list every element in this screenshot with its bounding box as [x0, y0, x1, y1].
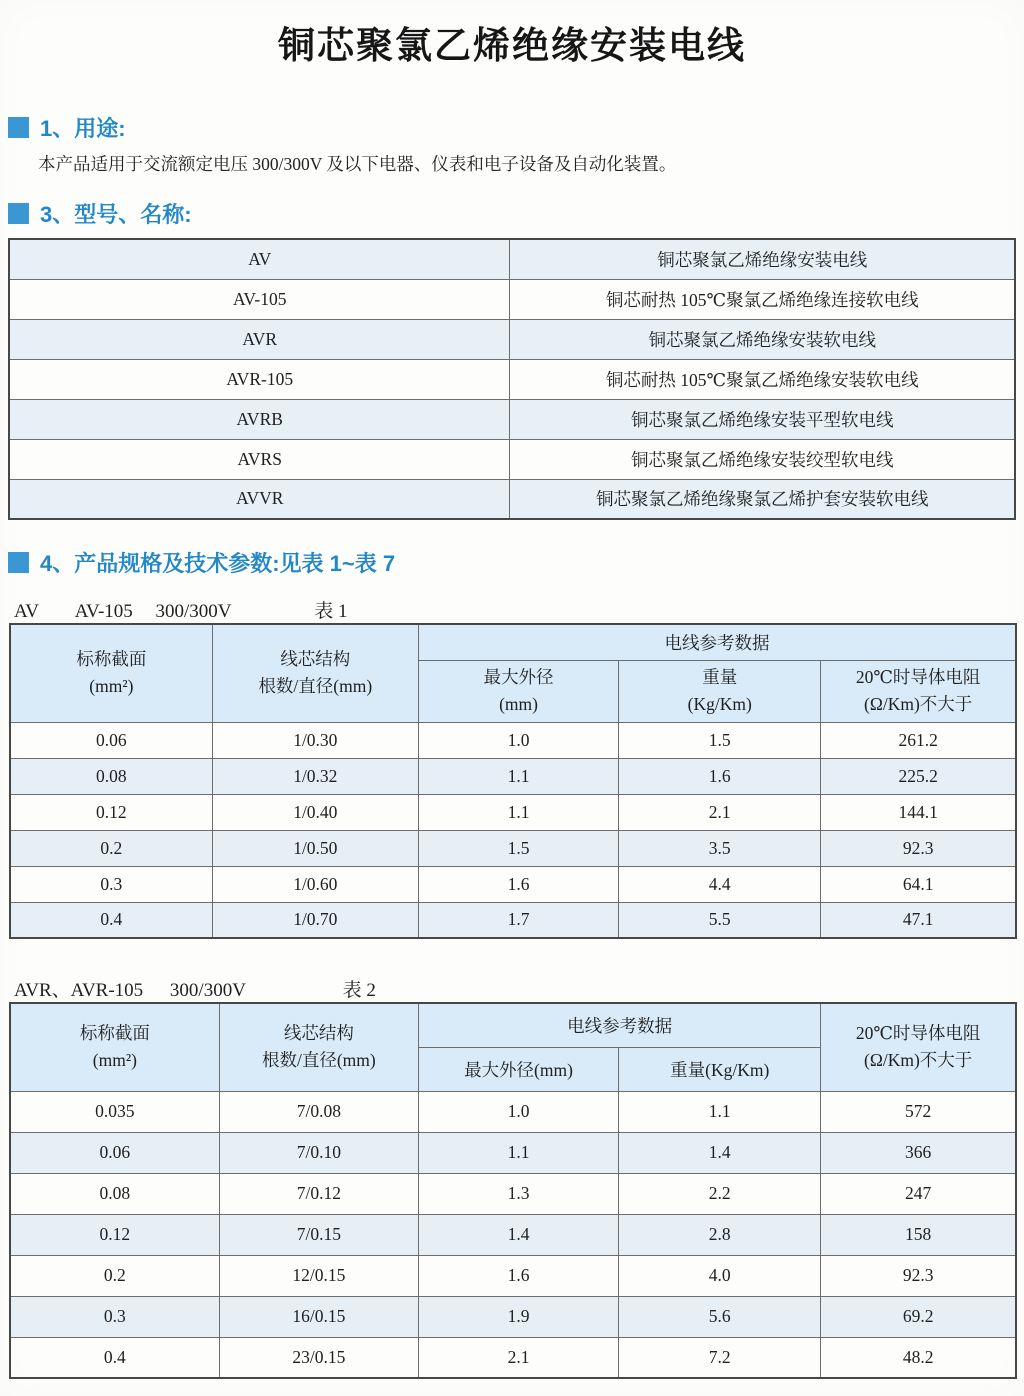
section-title-models: 3、型号、名称:	[40, 201, 192, 227]
table-cell: 0.3	[10, 1296, 219, 1337]
model-name-table	[8, 238, 1016, 520]
t1-header-weight	[619, 660, 821, 722]
t2-header-section-unit: (mm²)	[92, 1050, 137, 1071]
table-row	[9, 479, 1015, 519]
table-cell: 1.6	[418, 1255, 618, 1296]
table-cell: 144.1	[821, 794, 1016, 830]
table-cell: 4.4	[619, 866, 821, 902]
t1-header-structure	[212, 624, 418, 722]
table-row	[10, 866, 1016, 902]
section-bullet-icon	[8, 552, 29, 573]
table-cell: 64.1	[821, 866, 1016, 902]
table-cell: 2.8	[619, 1214, 821, 1255]
t1-header-weight-unit: (Kg/Km)	[687, 694, 752, 714]
table-cell: 1.0	[418, 722, 618, 758]
table-cell: 225.2	[821, 758, 1016, 794]
table-cell: 1.1	[418, 758, 618, 794]
table-cell: 261.2	[821, 722, 1016, 758]
table-row	[10, 1173, 1016, 1214]
section-heading-models	[8, 198, 1024, 228]
table-row	[9, 279, 1015, 319]
table-cell: 0.3	[10, 866, 212, 902]
table-row	[9, 319, 1015, 359]
table2-caption-voltage: 300/300V	[169, 980, 246, 1001]
table-cell: 1.5	[619, 722, 821, 758]
table-row	[10, 902, 1016, 938]
section-bullet-icon	[8, 203, 29, 224]
table-cell: 158	[821, 1214, 1016, 1255]
table-cell: 1/0.70	[212, 902, 418, 938]
table-cell: 铜芯耐热 105℃聚氯乙烯绝缘连接软电线	[510, 279, 1015, 319]
table-cell: 2.1	[418, 1337, 618, 1378]
table-cell: 7/0.15	[219, 1214, 418, 1255]
table2-caption	[14, 975, 1024, 999]
t2-header-section	[10, 1003, 219, 1091]
table1-caption	[14, 596, 1024, 620]
table-cell: 16/0.15	[219, 1296, 418, 1337]
table-cell: 0.4	[10, 902, 212, 938]
table-cell: 0.035	[10, 1091, 219, 1132]
table-cell: 1.3	[418, 1173, 618, 1214]
table-cell: 1/0.30	[212, 722, 418, 758]
table-cell: 1.1	[418, 1132, 618, 1173]
spec-table-1	[9, 623, 1017, 939]
table-cell: 铜芯聚氯乙烯绝缘安装平型软电线	[510, 399, 1015, 439]
table2-caption-model: AVR、AVR-105	[14, 980, 144, 1001]
table-row	[10, 722, 1016, 758]
table-cell: 铜芯聚氯乙烯绝缘安装绞型软电线	[510, 439, 1015, 479]
table-cell: 47.1	[821, 902, 1016, 938]
t1-header-weight-label: 重量	[702, 667, 738, 687]
t2-header-group: 电线参考数据	[418, 1003, 820, 1047]
table-cell: AVR	[9, 319, 510, 359]
table-row	[9, 239, 1015, 279]
table-row	[9, 399, 1015, 439]
table-row	[10, 1337, 1016, 1378]
table-cell: AVRS	[9, 439, 510, 479]
table-cell: 12/0.15	[219, 1255, 418, 1296]
section-bullet-icon	[8, 117, 29, 138]
table-cell: 0.12	[10, 794, 212, 830]
t1-header-resistance-sub: (Ω/Km)不大于	[864, 694, 973, 714]
table-cell: 1.1	[619, 1091, 821, 1132]
table-row	[10, 1091, 1016, 1132]
table-row	[10, 1296, 1016, 1337]
table-cell: 1/0.32	[212, 758, 418, 794]
table-cell: 1.0	[418, 1091, 618, 1132]
section-title-specs: 4、产品规格及技术参数:见表 1~表 7	[40, 550, 396, 576]
table-cell: 1.6	[619, 758, 821, 794]
t1-header-od	[418, 660, 618, 722]
table-cell: 1/0.40	[212, 794, 418, 830]
t1-header-resistance	[821, 660, 1016, 722]
table-cell: 92.3	[821, 1255, 1016, 1296]
table-cell: 2.1	[619, 794, 821, 830]
table-cell: 铜芯耐热 105℃聚氯乙烯绝缘安装软电线	[510, 359, 1015, 399]
table-cell: 366	[821, 1132, 1016, 1173]
page-title: 铜芯聚氯乙烯绝缘安装电线	[278, 25, 746, 66]
table-cell: 572	[821, 1091, 1016, 1132]
table2-caption-tag: 表 2	[342, 980, 376, 1001]
table-cell: 5.5	[619, 902, 821, 938]
table-cell: 23/0.15	[219, 1337, 418, 1378]
table-cell: 1/0.50	[212, 830, 418, 866]
table-row	[10, 830, 1016, 866]
table-cell: 4.0	[619, 1255, 821, 1296]
table-cell: 铜芯聚氯乙烯绝缘安装软电线	[510, 319, 1015, 359]
table-cell: 铜芯聚氯乙烯绝缘安装电线	[510, 239, 1015, 279]
table-cell: 48.2	[821, 1337, 1016, 1378]
table-cell: 3.5	[619, 830, 821, 866]
t1-header-structure-label: 线芯结构	[280, 649, 351, 670]
table-row	[10, 1132, 1016, 1173]
table-cell: AVR-105	[9, 359, 510, 399]
table1-caption-tag: 表 1	[314, 601, 348, 622]
t1-header-section	[10, 624, 212, 722]
table1-caption-voltage: 300/300V	[155, 601, 232, 622]
t2-header-od: 最大外径(mm)	[418, 1047, 618, 1091]
table-cell: 247	[821, 1173, 1016, 1214]
table-cell: 铜芯聚氯乙烯绝缘聚氯乙烯护套安装软电线	[510, 479, 1015, 519]
table-cell: 7/0.10	[219, 1132, 418, 1173]
table-cell: 7/0.08	[219, 1091, 418, 1132]
t2-header-structure-sub: 根数/直径(mm)	[261, 1050, 376, 1071]
table-cell: 0.08	[10, 1173, 219, 1214]
table-cell: 1.5	[418, 830, 618, 866]
table-row	[9, 359, 1015, 399]
table-cell: 5.6	[619, 1296, 821, 1337]
t2-header-weight: 重量(Kg/Km)	[619, 1047, 821, 1091]
table-cell: AVVR	[9, 479, 510, 519]
table-cell: 7/0.12	[219, 1173, 418, 1214]
table-cell: 69.2	[821, 1296, 1016, 1337]
table-cell: AV-105	[9, 279, 510, 319]
table-row	[10, 1214, 1016, 1255]
table-cell: 1.6	[418, 866, 618, 902]
table-row	[10, 794, 1016, 830]
table-cell: 1.1	[418, 794, 618, 830]
table-cell: 0.06	[10, 1132, 219, 1173]
table-cell: 0.2	[10, 1255, 219, 1296]
t1-header-structure-sub: 根数/直径(mm)	[258, 676, 373, 697]
table-cell: 0.4	[10, 1337, 219, 1378]
table-cell: 0.2	[10, 830, 212, 866]
table-cell: AVRB	[9, 399, 510, 439]
t2-header-section-label: 标称截面	[79, 1023, 150, 1044]
table-cell: 0.12	[10, 1214, 219, 1255]
table-row	[10, 1255, 1016, 1296]
table-cell: 1.7	[418, 902, 618, 938]
section-heading-usage	[8, 112, 1024, 142]
section-title-usage: 1、用途:	[40, 115, 126, 141]
t1-header-od-label: 最大外径	[483, 667, 554, 687]
table-cell: 1.4	[619, 1132, 821, 1173]
table-cell: 1.9	[418, 1296, 618, 1337]
t2-header-structure-label: 线芯结构	[283, 1023, 354, 1044]
t2-header-resistance	[821, 1003, 1016, 1091]
t2-header-resistance-label: 20℃时导体电阻	[855, 1023, 981, 1044]
t1-header-resistance-label: 20℃时导体电阻	[855, 667, 981, 687]
table-row	[9, 439, 1015, 479]
table-cell: 7.2	[619, 1337, 821, 1378]
table-cell: 2.2	[619, 1173, 821, 1214]
t2-header-structure	[219, 1003, 418, 1091]
t1-header-od-unit: (mm)	[499, 694, 538, 714]
table-cell: 92.3	[821, 830, 1016, 866]
usage-paragraph: 本产品适用于交流额定电压 300/300V 及以下电器、仪表和电子设备及自动化装置。	[38, 154, 677, 174]
t1-header-section-unit: (mm²)	[89, 676, 134, 697]
table1-caption-model-b: AV-105	[74, 601, 133, 622]
table-cell: 1/0.60	[212, 866, 418, 902]
table-cell: AV	[9, 239, 510, 279]
table-cell: 1.4	[418, 1214, 618, 1255]
table1-caption-model-a: AV	[14, 601, 39, 622]
t1-header-section-label: 标称截面	[76, 649, 147, 670]
t2-header-resistance-sub: (Ω/Km)不大于	[864, 1050, 973, 1071]
table-row	[10, 758, 1016, 794]
spec-table-2	[9, 1002, 1017, 1379]
table-cell: 0.08	[10, 758, 212, 794]
t1-header-group: 电线参考数据	[418, 624, 1016, 660]
table-cell: 0.06	[10, 722, 212, 758]
section-heading-specs	[8, 547, 1024, 577]
